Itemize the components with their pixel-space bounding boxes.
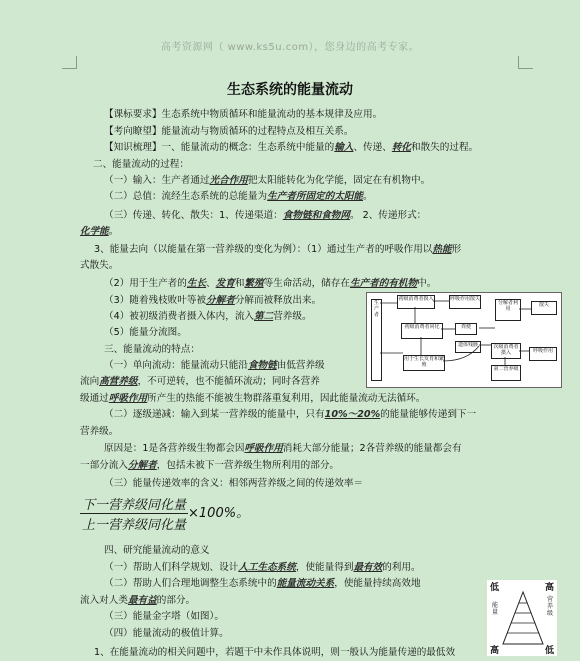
flow-box-growth: 用于生长发育和繁殖	[403, 355, 445, 371]
key-term: 食物链和食物网	[282, 210, 350, 221]
body-text: ，不可逆转，也不能循环流动；同时各营养	[137, 376, 320, 387]
body-text: 的部分。	[156, 595, 196, 606]
body-text: 四、研究能量流动的意义	[104, 545, 210, 556]
body-text: 把太阳能转化为化学能，固定在有机物中。	[247, 175, 431, 186]
flow-box-respiration-loss: 呼吸作用散失	[449, 295, 481, 309]
body-text: 【知识梳理】一、能量流动的概念：生态系统中能量的	[104, 142, 335, 153]
key-term: 高营养级	[99, 376, 138, 387]
corner-mark-left	[62, 56, 77, 69]
body-line	[80, 391, 425, 406]
body-line	[80, 593, 195, 608]
body-line	[104, 626, 229, 641]
body-line	[104, 140, 478, 155]
flow-box-primary-intake: 初级消费者摄入	[397, 295, 435, 309]
body-line	[104, 189, 373, 204]
body-text: 分解而被释放出来。	[234, 295, 322, 306]
body-line	[94, 645, 455, 660]
key-term: 第二	[254, 311, 274, 322]
body-line	[104, 293, 321, 308]
body-line	[104, 609, 224, 624]
body-text: 所产生的热能不能被生物群落重复利用，因此能量流动无法循环。	[147, 393, 426, 404]
flow-box-feces: 粪便	[455, 323, 477, 335]
key-term: 化学能	[80, 226, 109, 237]
body-text: 流入对人类	[80, 595, 128, 606]
body-text: 二、能量流动的过程：	[93, 159, 189, 170]
corner-mark-right	[518, 56, 533, 69]
body-text: 和	[234, 278, 245, 289]
body-line	[80, 424, 118, 439]
key-term: 人工生态系统	[238, 562, 296, 573]
key-term: 生产者的有机物	[349, 278, 418, 289]
formula-numerator: 下一营养级同化量	[80, 494, 188, 514]
pyramid-right-label: 营养级	[547, 596, 554, 617]
key-term: 转化	[391, 142, 411, 153]
body-line	[80, 224, 118, 239]
body-line	[104, 576, 421, 591]
body-line	[80, 374, 320, 389]
body-text: ，使能量持续高效地	[334, 578, 421, 589]
body-line	[104, 476, 363, 491]
body-text: ，包括未被下一营养级生物所利用的部分。	[156, 460, 340, 471]
body-line	[104, 325, 187, 340]
pyramid-triangle	[501, 590, 545, 646]
key-term: 生产者所固定的太阳能	[267, 191, 364, 202]
formula-denominator: 上一营养级同化量	[82, 518, 187, 533]
formula-fraction	[80, 494, 188, 533]
body-text: 、传递、	[353, 142, 392, 153]
body-text: 、	[206, 278, 216, 289]
key-term: 10%～20%	[324, 409, 381, 420]
flow-box-decomposer: 分解者利用	[495, 299, 521, 321]
body-text: 式散失。	[80, 260, 119, 271]
body-text: 级通过	[80, 393, 109, 404]
body-text: ，使能量得到	[295, 562, 354, 573]
body-text: 和散失的过程。	[411, 142, 479, 153]
body-text: 中。	[417, 278, 437, 289]
body-text: 流向	[80, 376, 100, 387]
flow-arrows	[367, 293, 561, 387]
body-text: （三）能量传递效率的含义：相邻两营养级之间的传递效率＝	[104, 478, 364, 489]
key-term: 最有效	[353, 562, 383, 573]
flow-box-primary-assimilation: 初级消费者同化	[401, 323, 443, 339]
formula-suffix: ×100%。	[188, 506, 250, 521]
body-text: （三）传递、转化、散失：1、传递渠道：	[104, 210, 283, 221]
body-line	[94, 242, 461, 257]
body-line	[104, 124, 353, 139]
key-term: 发育	[215, 278, 235, 289]
body-text: 由低营养级	[276, 360, 325, 371]
body-text: （一）输入：生产者通过	[104, 175, 210, 186]
flow-box-remains: 遗体残骸	[455, 341, 481, 353]
flow-box-secondary-intake: 次级消费者摄入	[491, 343, 521, 359]
body-line	[93, 157, 189, 172]
body-line	[104, 407, 476, 422]
key-term: 食物链	[247, 360, 277, 371]
body-text: （一）单向流动：能量流动只能沿	[104, 360, 248, 371]
body-text: （2）用于生产者的	[104, 278, 187, 289]
body-line	[80, 458, 339, 473]
pyramid-top-left: 低	[490, 583, 500, 593]
body-text: 三、能量流动的特点：	[104, 344, 200, 355]
page-header: 高考资源网（ www.ks5u.com），您身边的高考专家。	[160, 42, 420, 53]
flow-box-second-level: 第二营养级	[491, 365, 521, 381]
key-term: 呼吸作用	[108, 393, 148, 404]
body-text: 原因是：1是各营养级生物都会因	[104, 443, 245, 454]
body-line	[104, 173, 430, 188]
body-text: （5）能量分流图。	[104, 327, 187, 338]
body-text: （二）逐级递减：输入到某一营养级的能量中，只有	[104, 409, 325, 420]
body-text: 一部分流入	[80, 460, 128, 471]
body-text: （二）帮助人们合理地调整生态系统中的	[104, 578, 277, 589]
body-text: （三）能量金字塔（如图）。	[104, 611, 224, 622]
body-line	[104, 208, 426, 223]
body-line	[104, 342, 200, 357]
body-text: （一）帮助人们科学规划、设计	[104, 562, 239, 573]
body-text: 3、能量去向（以能量在第一营养级的变化为例）：（1）通过生产者的呼吸作用以	[94, 244, 433, 255]
body-line	[104, 276, 436, 291]
key-term: 最有益	[127, 595, 157, 606]
body-text: 等生命活动，储存在	[263, 278, 350, 289]
body-text: 的利用。	[382, 562, 421, 573]
body-text: 营养级。	[80, 426, 119, 437]
body-line	[104, 441, 462, 456]
key-term: 输入	[334, 142, 354, 153]
pyramid-bottom-left: 高	[490, 646, 500, 656]
body-text: 。	[108, 226, 119, 237]
body-text: （四）能量流动的极值计算。	[104, 628, 229, 639]
body-text: 消耗大部分能量；2各营养级的能量都会有	[282, 443, 462, 454]
flow-box-respiration: 呼吸作用	[529, 347, 557, 361]
pyramid-left-label: 能量	[492, 602, 499, 616]
body-text: 。 2、传递形式：	[349, 210, 427, 221]
pyramid-top-right: 高	[545, 583, 555, 593]
body-line	[104, 309, 312, 324]
key-term: 呼吸作用	[244, 443, 283, 454]
flow-box-dissipation: 散失	[531, 301, 557, 315]
body-line	[104, 543, 210, 558]
body-text: （3）随着残枝败叶等被	[104, 295, 207, 306]
body-line	[80, 258, 118, 273]
key-term: 繁殖	[244, 278, 264, 289]
energy-pyramid-figure	[487, 580, 557, 656]
body-line	[104, 107, 382, 122]
key-term: 热能	[432, 244, 452, 255]
key-term: 能量流动关系	[276, 578, 335, 589]
flow-box-producer: 生产者	[371, 299, 382, 381]
body-text: 【课标要求】生态系统中物质循环和能量流动的基本规律及应用。	[104, 109, 383, 120]
body-text: （二）总值：流经生态系统的总能量为	[104, 191, 268, 202]
pyramid-bottom-right: 低	[545, 646, 555, 656]
key-term: 分解者	[127, 460, 157, 471]
body-line	[104, 560, 421, 575]
key-term: 生长	[186, 278, 207, 289]
body-text: （4）被初级消费者摄入体内，流入	[104, 311, 255, 322]
document-title: 生态系统的能量流动	[227, 82, 353, 98]
body-text: 【考向瞭望】能量流动与物质循环的过程特点及相互关系。	[104, 126, 354, 137]
transfer-efficiency-formula	[80, 494, 249, 533]
body-line	[104, 358, 325, 373]
body-text: 营养级。	[273, 311, 312, 322]
body-text: 。	[363, 191, 373, 202]
body-text: 的能量能够传递到下一	[380, 409, 477, 420]
body-text: 1、在能量流动的相关问题中，若题干中未作具体说明，则一般认为能量传递的最低效	[94, 647, 456, 658]
body-text: 形	[451, 244, 462, 255]
energy-flow-diagram	[366, 292, 562, 388]
key-term: 分解者	[206, 295, 235, 306]
key-term: 光合作用	[209, 175, 248, 186]
